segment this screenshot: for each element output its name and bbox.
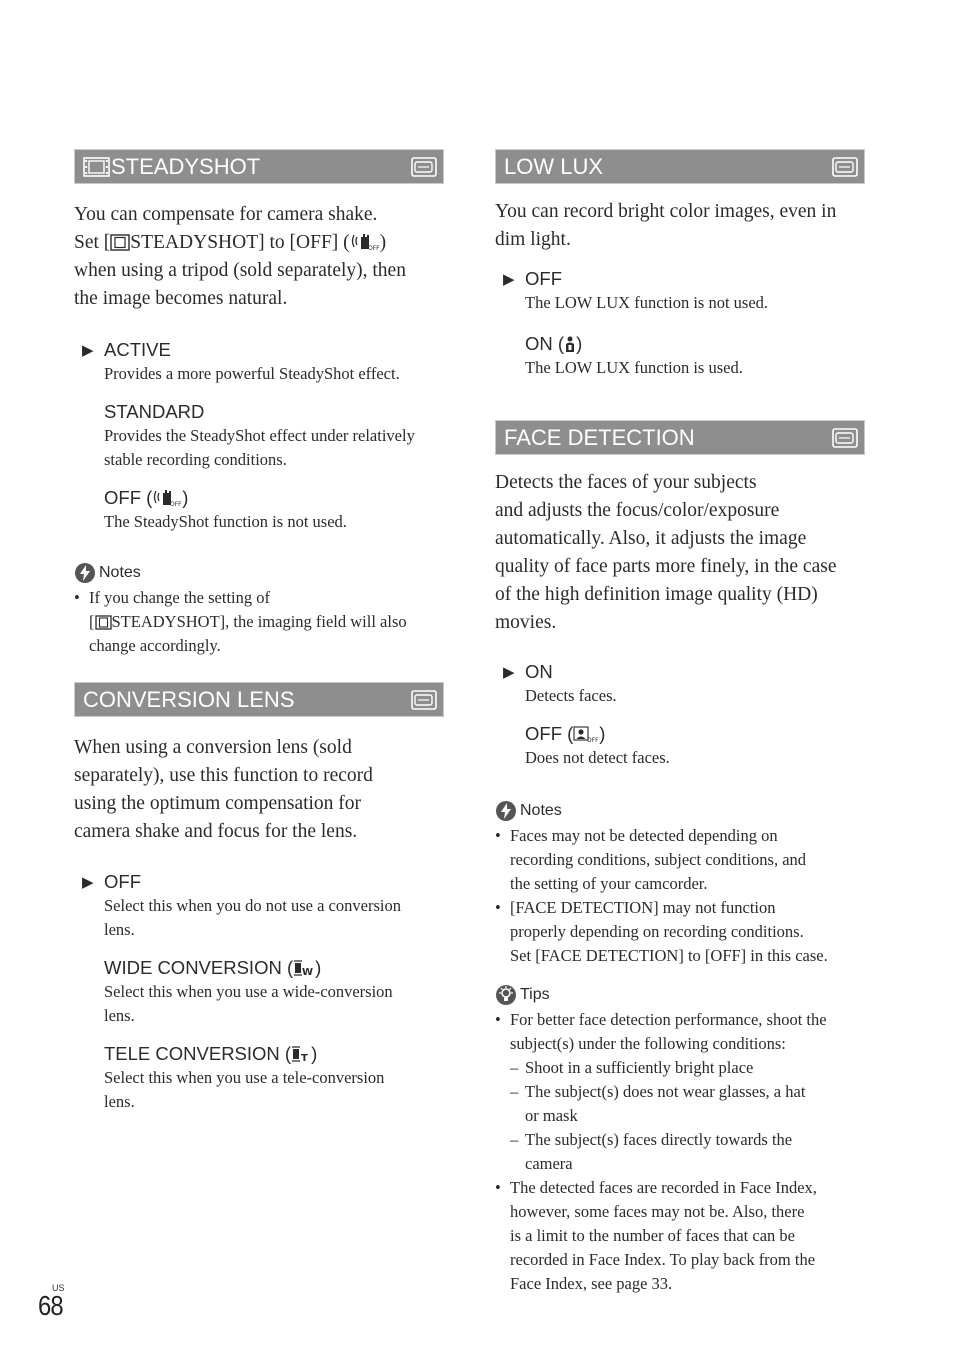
tips-heading	[495, 984, 865, 1006]
svg-text:T: T	[301, 1053, 308, 1063]
option-active	[82, 338, 444, 386]
intro-line: You can record bright color images, even in	[495, 201, 837, 222]
intro-line: dim light.	[495, 229, 571, 250]
notes-heading	[495, 800, 865, 822]
option-desc: Provides a more powerful SteadyShot effect.	[104, 364, 400, 383]
option-desc: Select this when you do not use a conversion	[104, 896, 401, 915]
option-wide-conversion	[104, 956, 444, 1028]
option-desc: The SteadyShot function is not used.	[104, 512, 347, 531]
tip-subitem	[510, 1128, 865, 1176]
option-name: OFF	[525, 268, 562, 289]
note-item	[495, 824, 865, 896]
left-column	[74, 149, 444, 1114]
face-detection-header	[495, 420, 865, 455]
text-fragment: WIDE CONVERSION (	[104, 957, 294, 978]
text-fragment: )	[311, 1043, 318, 1064]
camcorder-icon	[832, 157, 858, 177]
steadyshot-off-icon	[350, 231, 380, 251]
intro-line: quality of face parts more finely, in the case	[495, 556, 837, 577]
tip-subitem	[510, 1080, 865, 1128]
film-steadyshot-icon	[110, 234, 130, 251]
notes-icon	[74, 562, 96, 584]
intro-line	[74, 229, 444, 257]
option-on	[503, 660, 865, 708]
tips-icon	[495, 984, 517, 1006]
option-desc: Select this when you use a wide-conversion	[104, 982, 393, 1001]
tip-line: recorded in Face Index. To play back from the	[510, 1250, 816, 1269]
text-fragment: )	[379, 232, 387, 253]
note-line: recording conditions, subject conditions, and	[510, 850, 807, 869]
text-fragment: )	[315, 957, 322, 978]
option-desc: The LOW LUX function is used.	[525, 358, 743, 377]
option-name	[104, 1042, 444, 1066]
page-number: 68	[38, 1290, 63, 1321]
tip-line: or mask	[525, 1106, 578, 1125]
camcorder-icon	[411, 690, 437, 710]
option-desc: Provides the SteadyShot effect under relatively	[104, 426, 415, 445]
note-line: • [FACE DETECTION] may not function	[510, 898, 776, 917]
option-desc: Select this when you use a tele-conversion	[104, 1068, 385, 1087]
note-item	[495, 896, 865, 968]
intro-line: and adjusts the focus/color/exposure	[495, 500, 780, 521]
text-fragment: OFF (	[525, 723, 574, 744]
option-off	[104, 486, 444, 534]
intro-line: movies.	[495, 612, 557, 633]
face-detection-intro	[495, 469, 865, 637]
svg-text:W: W	[302, 967, 314, 977]
region-label: US	[52, 1283, 65, 1293]
tip-line: however, some faces may not be. Also, there	[510, 1202, 805, 1221]
steadyshot-notes	[74, 562, 444, 658]
option-on	[525, 332, 865, 380]
tip-line: – Shoot in a sufficiently bright place	[525, 1058, 754, 1077]
play-arrow-icon: ▶	[503, 270, 515, 288]
conversion-lens-title: CONVERSION LENS	[83, 686, 295, 712]
notes-heading	[74, 562, 444, 584]
right-column	[495, 149, 865, 1296]
text-fragment: OFF (	[104, 487, 153, 508]
option-name: ON	[525, 661, 553, 682]
note-line: • Faces may not be detected depending on	[510, 826, 778, 845]
option-off	[503, 267, 865, 315]
intro-line: automatically. Also, it adjusts the image	[495, 528, 807, 549]
face-detection-title: FACE DETECTION	[504, 424, 695, 450]
camcorder-icon	[411, 157, 437, 177]
intro-line: when using a tripod (sold separately), then	[74, 260, 406, 281]
play-arrow-icon: ▶	[503, 663, 515, 681]
tip-line: • The detected faces are recorded in Face Index,	[510, 1178, 817, 1197]
film-steadyshot-icon	[83, 157, 110, 177]
notes-icon	[495, 800, 517, 822]
note-line: • If you change the setting of	[89, 588, 270, 607]
svg-text:OFF: OFF	[587, 737, 599, 743]
option-desc: lens.	[104, 1092, 135, 1111]
option-desc: stable recording conditions.	[104, 450, 287, 469]
option-off	[82, 870, 444, 942]
low-lux-icon	[564, 335, 576, 353]
note-line: the setting of your camcorder.	[510, 874, 708, 893]
option-off	[525, 722, 865, 770]
tip-subitem	[510, 1056, 865, 1080]
text-fragment: )	[576, 333, 583, 354]
low-lux-title: LOW LUX	[504, 153, 604, 179]
note-line: Set [FACE DETECTION] to [OFF] in this case.	[510, 946, 828, 965]
conversion-intro	[74, 734, 444, 846]
play-arrow-icon: ▶	[82, 341, 94, 359]
tip-line: – The subject(s) does not wear glasses, a hat	[525, 1082, 806, 1101]
option-name	[104, 956, 444, 980]
option-desc: The LOW LUX function is not used.	[525, 293, 769, 312]
option-desc: Does not detect faces.	[525, 748, 670, 767]
tip-line: • For better face detection performance, shoot the	[510, 1010, 827, 1029]
text-fragment: Set [	[74, 232, 111, 253]
text-fragment: ON (	[525, 333, 565, 354]
intro-line: separately), use this function to record	[74, 765, 373, 786]
option-tele-conversion	[104, 1042, 444, 1114]
intro-line: the image becomes natural.	[74, 288, 288, 309]
option-name: ACTIVE	[104, 339, 171, 360]
play-arrow-icon: ▶	[82, 873, 94, 891]
text-fragment: STEADYSHOT], the imaging field will also	[111, 612, 407, 631]
option-name: OFF	[104, 871, 141, 892]
option-standard	[104, 400, 444, 472]
tip-item	[495, 1176, 865, 1296]
option-name: STANDARD	[104, 401, 205, 422]
tip-line: camera	[525, 1154, 573, 1173]
conversion-lens-header	[74, 682, 444, 717]
option-desc: lens.	[104, 1006, 135, 1025]
note-line	[89, 610, 444, 634]
steadyshot-off-icon	[152, 487, 182, 507]
film-steadyshot-icon	[95, 615, 112, 630]
tips-label: Tips	[520, 986, 550, 1003]
notes-label: Notes	[520, 802, 562, 819]
low-lux-header	[495, 149, 865, 184]
note-line: change accordingly.	[89, 636, 221, 655]
intro-line: Detects the faces of your subjects	[495, 472, 757, 493]
svg-text:OFF: OFF	[170, 501, 182, 507]
note-item	[74, 586, 444, 658]
face-detection-notes	[495, 800, 865, 968]
text-fragment: TELE CONVERSION (	[104, 1043, 292, 1064]
option-name	[104, 486, 444, 510]
tele-conversion-icon	[291, 1045, 311, 1063]
option-name	[525, 332, 865, 356]
low-lux-intro	[495, 198, 865, 254]
intro-line: of the high definition image quality (HD)	[495, 584, 818, 605]
wide-conversion-icon	[293, 959, 315, 977]
intro-line: When using a conversion lens (sold	[74, 737, 352, 758]
steadyshot-intro	[74, 201, 444, 313]
tip-line: – The subject(s) faces directly towards the	[525, 1130, 793, 1149]
face-off-icon	[573, 725, 599, 743]
text-fragment: [	[89, 612, 95, 631]
option-desc: lens.	[104, 920, 135, 939]
tip-line: Face Index, see page 33.	[510, 1274, 673, 1293]
tip-item	[495, 1008, 865, 1176]
svg-text:OFF: OFF	[367, 245, 380, 251]
tip-line: is a limit to the number of faces that can be	[510, 1226, 795, 1245]
intro-line: camera shake and focus for the lens.	[74, 821, 358, 842]
text-fragment: )	[599, 723, 606, 744]
steadyshot-header	[74, 149, 444, 184]
option-desc: Detects faces.	[525, 686, 617, 705]
face-detection-tips	[495, 984, 865, 1296]
text-fragment: )	[182, 487, 189, 508]
camcorder-icon	[832, 428, 858, 448]
note-line: properly depending on recording conditions.	[510, 922, 804, 941]
intro-line: using the optimum compensation for	[74, 793, 362, 814]
intro-line: You can compensate for camera shake.	[74, 204, 378, 225]
option-name	[525, 722, 865, 746]
steadyshot-title: STEADYSHOT	[111, 153, 261, 179]
text-fragment: STEADYSHOT] to [OFF] (	[130, 232, 350, 253]
notes-label: Notes	[99, 564, 141, 581]
tip-line: subject(s) under the following conditions:	[510, 1034, 786, 1053]
